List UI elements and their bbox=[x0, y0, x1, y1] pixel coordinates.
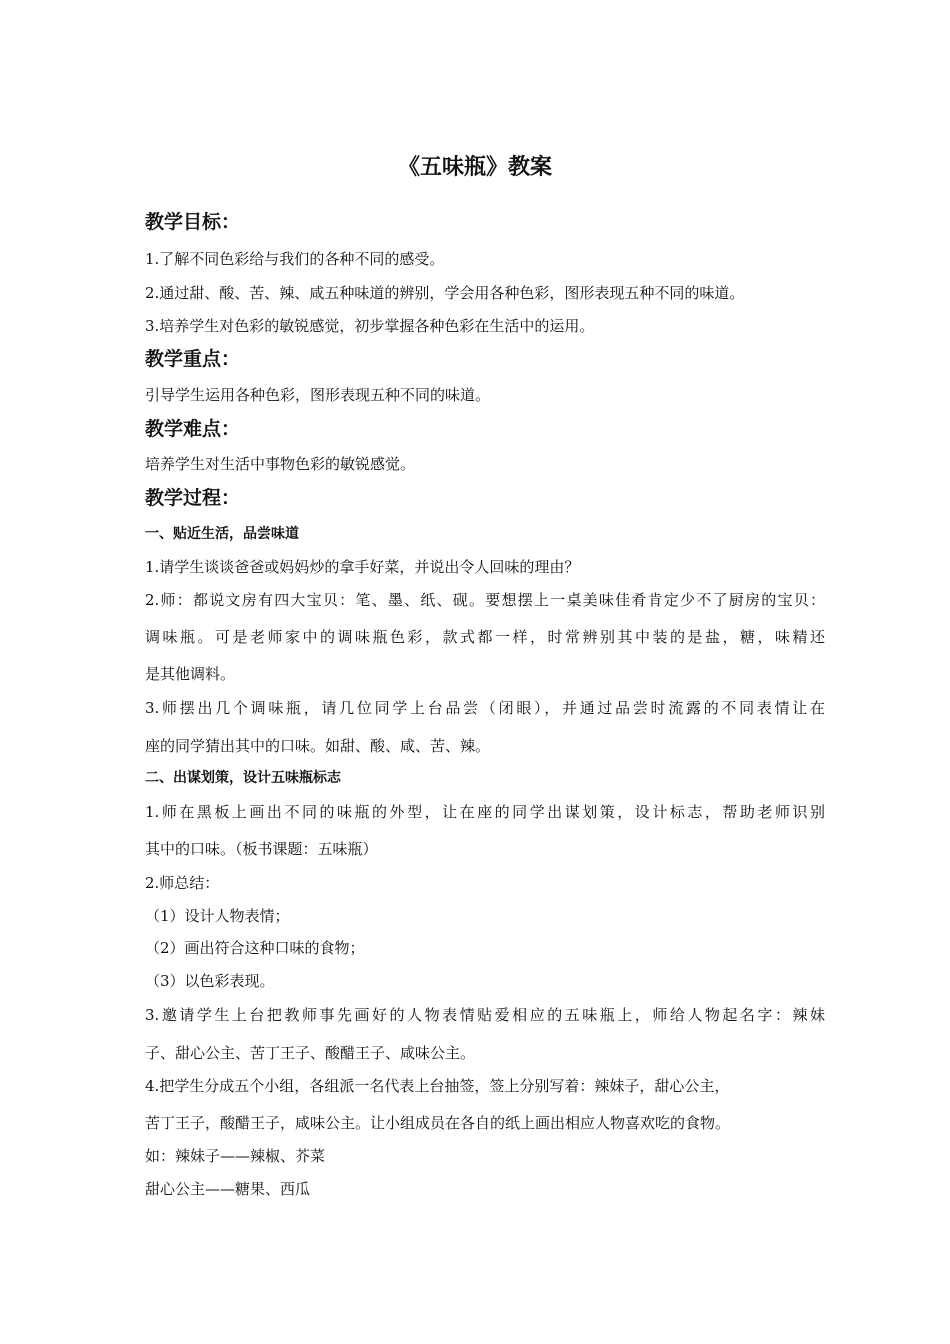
page-title: 《五味瓶》教案 bbox=[397, 155, 552, 180]
objective-item-2: 2.通过甜、酸、苦、辣、咸五种味道的辨别，学会用各种色彩，图形表现五种不同的味道。 bbox=[145, 284, 745, 302]
part2-paragraph-1-line-1: 1.师在黑板上画出不同的味瓶的外型，让在座的同学出谋划策，设计标志，帮助老师识别 bbox=[145, 803, 825, 821]
part1-paragraph-2-line-2: 调味瓶。可是老师家中的调味瓶色彩，款式都一样，时常辨别其中装的是盐，糖，味精还 bbox=[145, 628, 825, 646]
part1-paragraph-2-line-3: 是其他调料。 bbox=[145, 665, 236, 683]
difficulties-heading: 教学难点： bbox=[145, 418, 241, 440]
difficulties-text: 培养学生对生活中事物色彩的敏锐感觉。 bbox=[145, 455, 416, 473]
process-heading: 教学过程： bbox=[145, 487, 241, 509]
part2-summary-item-2: （2）画出符合这种口味的食物； bbox=[145, 939, 365, 957]
key-points-text: 引导学生运用各种色彩，图形表现五种不同的味道。 bbox=[145, 386, 491, 404]
part2-paragraph-4-line-2: 苦丁王子，酸醋王子，咸味公主。让小组成员在各自的纸上画出相应人物喜欢吃的食物。 bbox=[145, 1114, 731, 1132]
part2-paragraph-3-line-2: 子、甜心公主、苦丁王子、酸醋王子、咸味公主。 bbox=[145, 1044, 476, 1062]
part2-title: 二、出谋划策，设计五味瓶标志 bbox=[145, 770, 341, 786]
part1-title: 一、贴近生活，品尝味道 bbox=[145, 526, 299, 542]
part1-paragraph-1: 1.请学生谈谈爸爸或妈妈炒的拿手好菜，并说出令人回味的理由？ bbox=[145, 558, 580, 576]
part2-example-2: 甜心公主——糖果、西瓜 bbox=[145, 1180, 311, 1198]
part2-paragraph-4-line-1: 4.把学生分成五个小组，各组派一名代表上台抽签，签上分别写着：辣妹子，甜心公主， bbox=[145, 1077, 730, 1095]
part1-paragraph-3-line-2: 座的同学猜出其中的口味。如甜、酸、咸、苦、辣。 bbox=[145, 737, 491, 755]
objectives-heading: 教学目标： bbox=[145, 211, 241, 233]
part2-example-1: 如：辣妹子——辣椒、芥菜 bbox=[145, 1147, 326, 1165]
objective-item-1: 1.了解不同色彩给与我们的各种不同的感受。 bbox=[145, 250, 445, 268]
part2-paragraph-3-line-1: 3.邀请学生上台把教师事先画好的人物表情贴爱相应的五味瓶上，师给人物起名字：辣妹 bbox=[145, 1006, 825, 1024]
part2-paragraph-2: 2.师总结： bbox=[145, 874, 220, 892]
part2-summary-item-1: （1）设计人物表情； bbox=[145, 907, 290, 925]
objective-item-3: 3.培养学生对色彩的敏锐感觉，初步掌握各种色彩在生活中的运用。 bbox=[145, 317, 595, 335]
part2-summary-item-3: （3）以色彩表现。 bbox=[145, 972, 275, 990]
part2-paragraph-1-line-2: 其中的口味。（板书课题：五味瓶） bbox=[145, 840, 378, 858]
part1-paragraph-3-line-1: 3.师摆出几个调味瓶，请几位同学上台品尝（闭眼），并通过品尝时流露的不同表情让在 bbox=[145, 699, 825, 717]
part1-paragraph-2-line-1: 2.师：都说文房有四大宝贝：笔、墨、纸、砚。要想摆上一桌美味佳肴肯定少不了厨房的宝贝： bbox=[145, 591, 825, 609]
key-points-heading: 教学重点： bbox=[145, 348, 241, 370]
